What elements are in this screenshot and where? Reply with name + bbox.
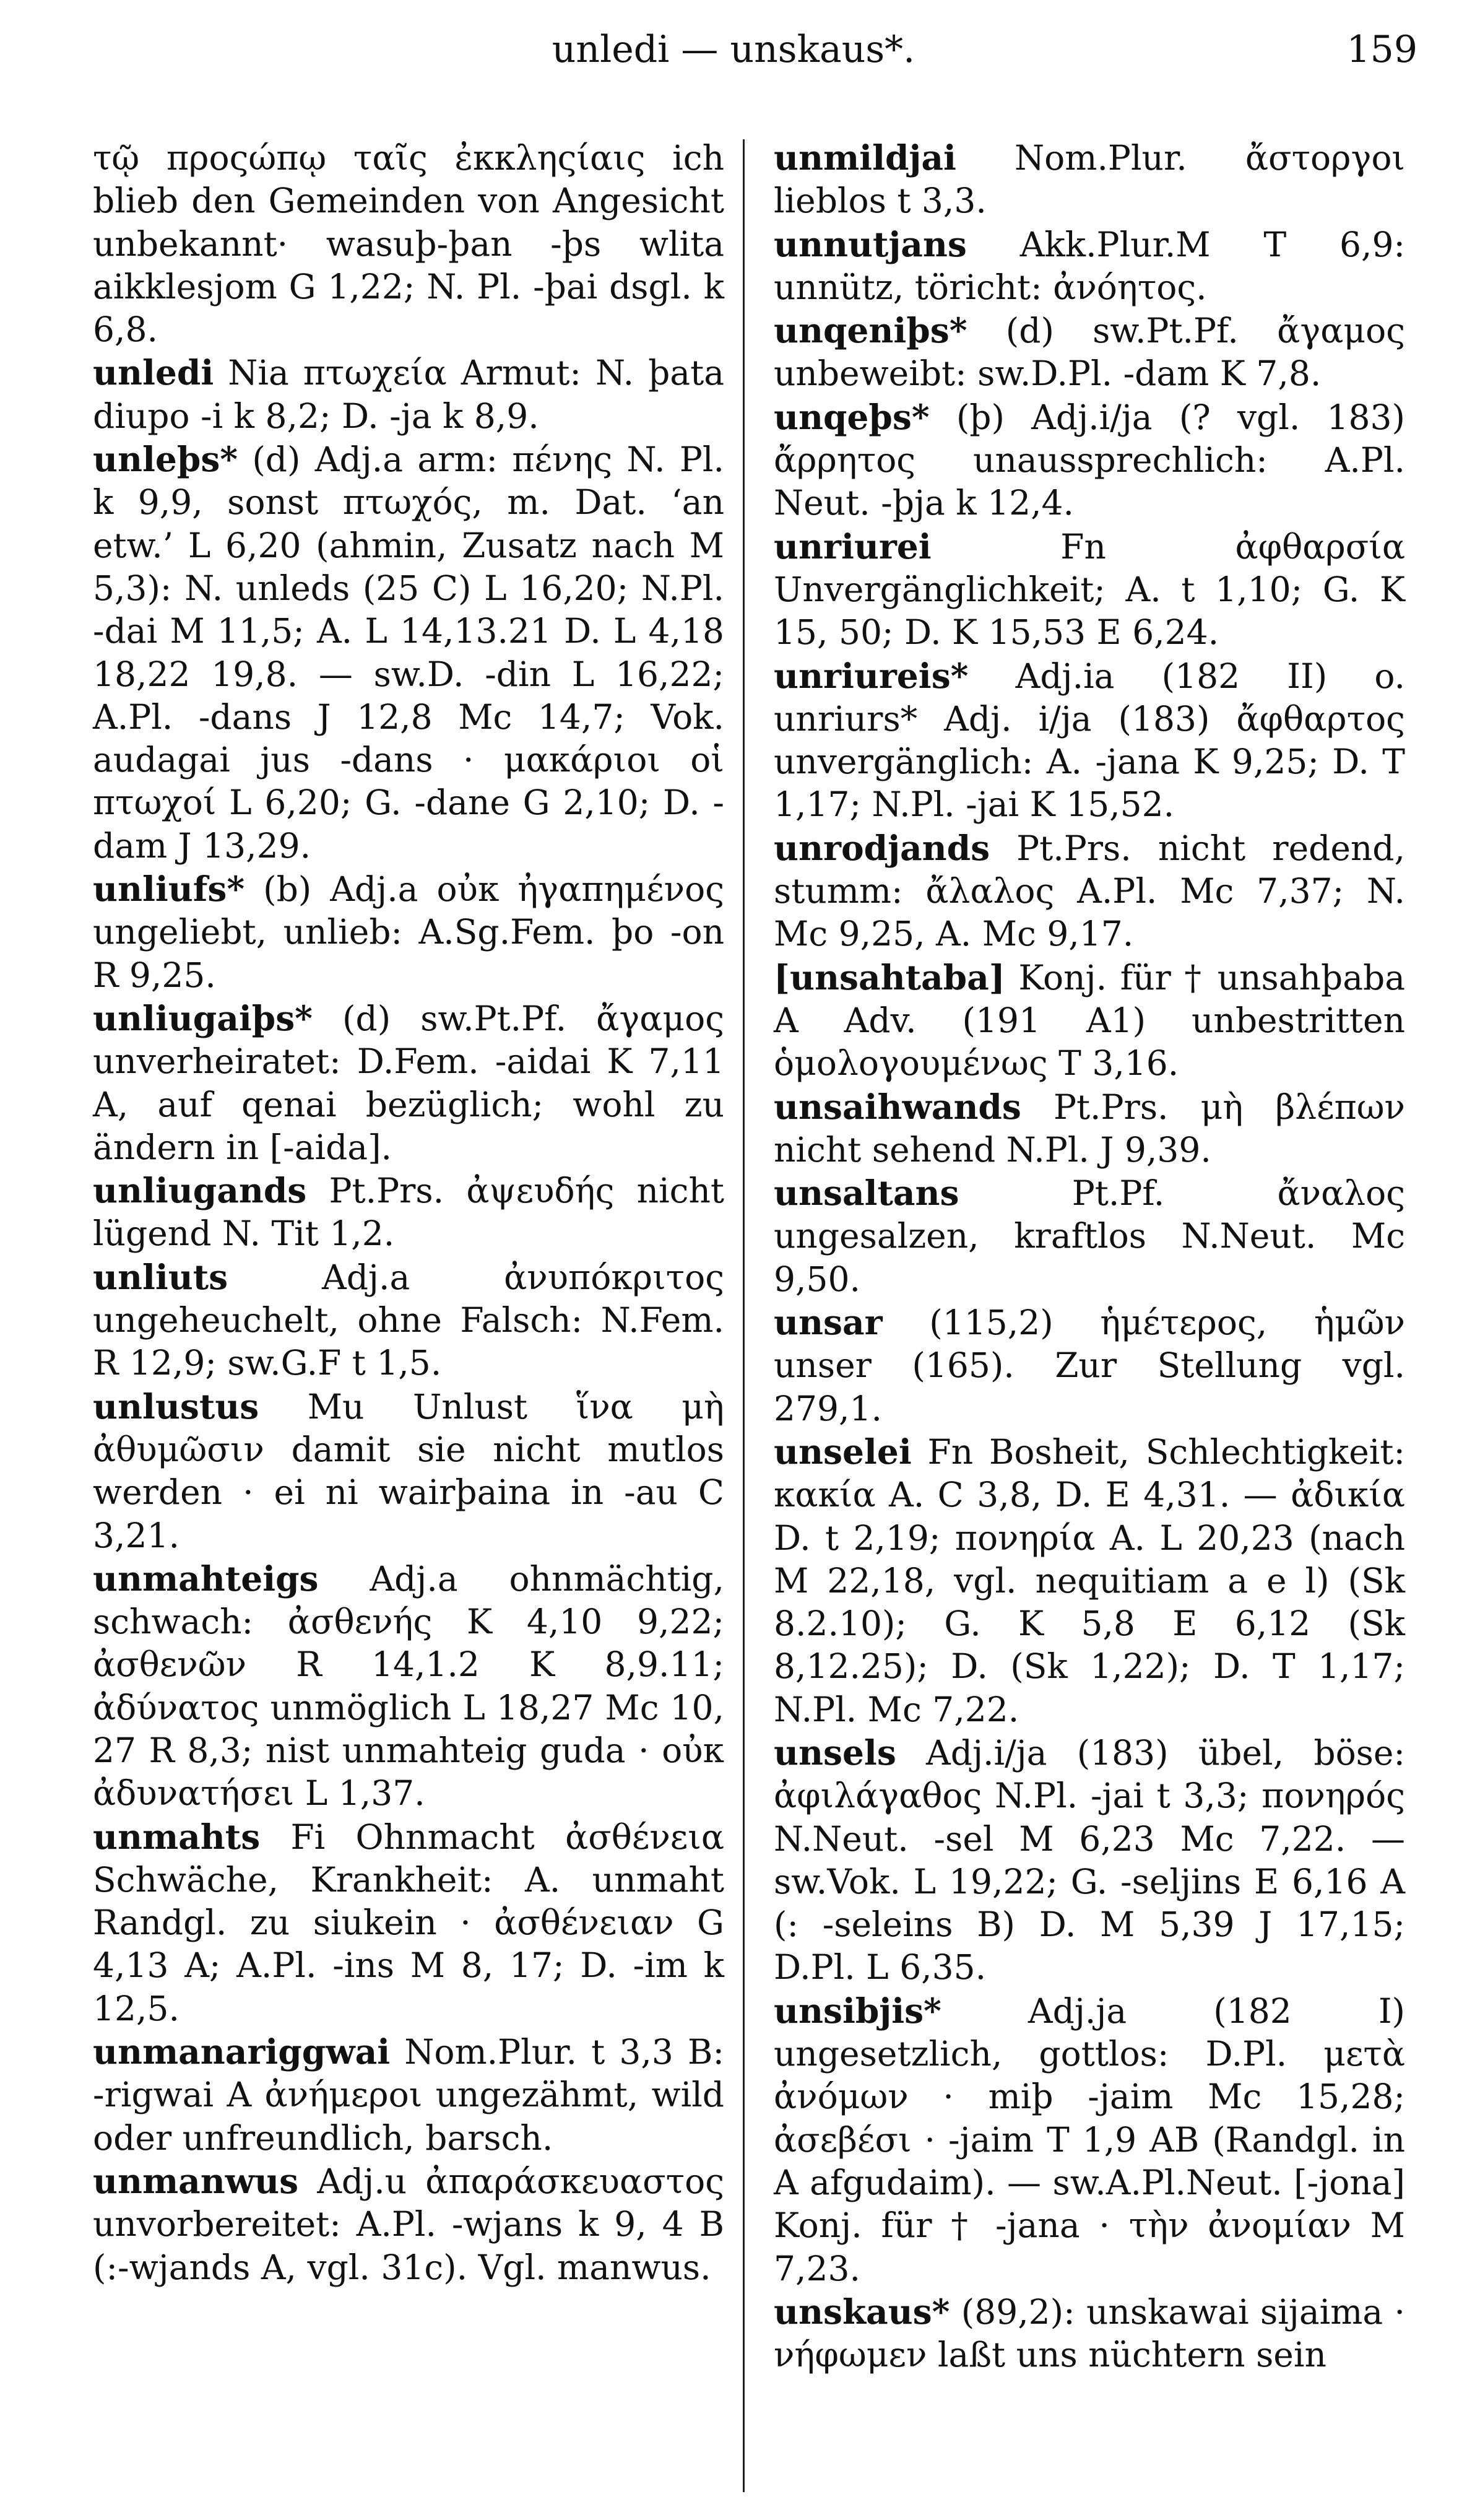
dictionary-entry <box>93 997 724 1169</box>
dictionary-entry <box>774 1989 1405 2290</box>
dictionary-entry <box>93 2030 724 2160</box>
entry-headword: unliuts <box>93 1256 228 1297</box>
right-column <box>774 136 1405 2376</box>
entry-headword: unriurei <box>774 526 932 567</box>
dictionary-entry <box>774 1731 1405 1989</box>
entry-definition: Pt.Prs. μὴ βλέπων nicht sehend N.Pl. J 9,39. <box>774 1087 1405 1170</box>
page-number: 159 <box>1346 28 1417 71</box>
dictionary-entry <box>774 1171 1405 1301</box>
dictionary-entry <box>774 1301 1405 1430</box>
entry-definition: Nia πτωχεία Armut: N. þata diupo -i k 8,2; D. -ja k 8,9. <box>93 353 724 436</box>
entry-definition: τῷ προςώπῳ ταῖς ἐκκληςίαις ich blieb den Gemeinden von Angesicht unbekannt· wasuþ-þan -þs wlita aikklesjom G 1,22; N. Pl. -þai dsgl. k 6,8. <box>93 138 724 350</box>
entry-headword: unqeþs* <box>774 396 930 437</box>
entry-definition: Pt.Prs. ἀψευδής nicht lügend N. Tit 1,2. <box>93 1171 724 1254</box>
entry-headword: unriureis* <box>774 655 969 696</box>
entry-headword: unliugands <box>93 1170 307 1211</box>
dictionary-entry <box>774 654 1405 827</box>
entry-definition: Adj.ja (182 I) ungesetzlich, gottlos: D.Pl. μετὰ ἀνόμων · miþ -jaim Mc 15,28; ἀσεβέσι · -jaim T 1,9 AB (Randgl. in A afgudaim). — sw.A.Pl.Neut. [-jona] Konj. für † -jana · τὴν ἀνομίαν M 7,23. <box>774 1991 1405 2288</box>
entry-definition: Adj.i/ja (183) übel, böse: ἀφιλάγαθος N.Pl. -jai t 3,3; πονηρός N.Neut. -sel M 6,23 Mc 7,22. — sw.Vok. L 19,22; G. -seljins E 6,16 A (: -seleins B) D. M 5,39 J 17,15; D.Pl. L 6,35. <box>774 1732 1405 1988</box>
entry-headword: unlustus <box>93 1386 259 1427</box>
dictionary-entry <box>774 396 1405 525</box>
entry-definition: Konj. für † unsahþaba A Adv. (191 A1) unbestritten ὁμολογουμένως T 3,16. <box>774 957 1405 1084</box>
entry-headword: unsels <box>774 1732 896 1773</box>
entry-headword: unleþs* <box>93 439 238 480</box>
entry-definition: Fi Ohnmacht ἀσθένεια Schwäche, Krankheit: A. unmaht Randgl. zu siukein · ἀσθένειαν G 4,13 A; A.Pl. -ins M 8, 17; D. -im k 12,5. <box>93 1817 724 2028</box>
dictionary-entry <box>93 1256 724 1385</box>
dictionary-entry <box>93 867 724 997</box>
entry-headword: unmanwus <box>93 2160 299 2201</box>
left-column <box>93 136 724 2289</box>
entry-headword: unledi <box>93 352 214 393</box>
dictionary-entry <box>774 956 1405 1085</box>
dictionary-entry <box>93 1385 724 1557</box>
entry-definition: Pt.Pf. ἄναλος ungesalzen, kraftlos N.Neut. Mc 9,50. <box>774 1173 1405 1299</box>
entry-definition: (þ) Adj.i/ja (? vgl. 183) ἄρρητος unaussprechlich: A.Pl. Neut. -þja k 12,4. <box>774 397 1405 523</box>
entry-definition: Adj.u ἀπαράσκευαστος unvorbereitet: A.Pl. -wjans k 9, 4 B (:-wjands A, vgl. 31c). Vgl. manwus. <box>93 2161 724 2287</box>
dictionary-entry <box>93 438 724 867</box>
page-header <box>0 28 1467 84</box>
entry-definition: Fn Bosheit, Schlechtigkeit: κακία A. C 3,8, D. E 4,31. — ἀδικία D. t 2,19; πονηρία A. L 20,23 (nach M 22,18, vgl. nequitiam a e l) (Sk 8.2.10); G. K 5,8 E 6,12 (Sk 8,12.25); D. (Sk 1,22); D. T 1,17; N.Pl. Mc 7,22. <box>774 1432 1405 1729</box>
dictionary-entry <box>93 136 724 351</box>
entry-definition: Adj.ia (182 II) o. unriurs* Adj. i/ja (183) ἄφθαρτος unvergänglich: A. -jana K 9,25; D. T 1,17; N.Pl. -jai K 15,52. <box>774 656 1405 825</box>
dictionary-entry <box>774 827 1405 956</box>
entry-definition: Adj.a ἀνυπόκριτος ungeheuchelt, ohne Falsch: N.Fem. R 12,9; sw.G.F t 1,5. <box>93 1257 724 1383</box>
column-divider <box>743 139 745 2492</box>
entry-definition: Akk.Plur.M T 6,9: unnütz, töricht: ἀνόητος. <box>774 224 1405 307</box>
entry-headword: unskaus* <box>774 2291 950 2332</box>
entry-headword: unnutjans <box>774 224 967 264</box>
entry-definition: Fn ἀφθαρσία Unvergänglichkeit; A. t 1,10; G. K 15, 50; D. K 15,53 E 6,24. <box>774 526 1405 653</box>
entry-definition: (d) sw.Pt.Pf. ἄγαμος unverheiratet: D.Fem. -aidai K 7,11 A, auf qenai bezüglich; wohl zu ändern in [-aida]. <box>93 998 724 1167</box>
dictionary-entry <box>774 136 1405 223</box>
dictionary-entry <box>774 309 1405 396</box>
entry-definition: Nom.Plur. ἄστοργοι lieblos t 3,3. <box>774 138 1405 221</box>
entry-headword: unliugaiþs* <box>93 997 313 1038</box>
dictionary-entry <box>93 1169 724 1256</box>
entry-definition: (115,2) ἡμέτερος, ἡμῶν unser (165). Zur Stellung vgl. 279,1. <box>774 1303 1405 1428</box>
entry-headword: [unsahtaba] <box>774 957 1005 997</box>
entry-headword: unmildjai <box>774 137 956 178</box>
dictionary-entry <box>774 1085 1405 1172</box>
dictionary-entry <box>774 2290 1405 2377</box>
entry-headword: unmahteigs <box>93 1558 319 1599</box>
running-title: unledi — unskaus*. <box>552 28 915 71</box>
dictionary-entry <box>93 1557 724 1815</box>
entry-headword: unmanariggwai <box>93 2031 391 2072</box>
dictionary-entry <box>93 2160 724 2289</box>
dictionary-entry <box>93 351 724 438</box>
entry-headword: unselei <box>774 1431 912 1472</box>
entry-definition: Mu Unlust ἵνα μὴ ἀθυμῶσιν damit sie nicht mutlos werden · ei ni wairþaina in -au C 3,21. <box>93 1386 724 1555</box>
dictionary-entry <box>774 1430 1405 1731</box>
entry-definition: (d) sw.Pt.Pf. ἄγαμος unbeweibt: sw.D.Pl. -dam K 7,8. <box>774 311 1405 394</box>
entry-definition: (b) Adj.a οὐκ ἠγαπημένος ungeliebt, unlieb: A.Sg.Fem. þo -on R 9,25. <box>93 869 724 995</box>
entry-definition: (d) Adj.a arm: πένης N. Pl. k 9,9, sonst πτωχός, m. Dat. ‘an etw.’ L 6,20 (ahmin, Zusatz nach M 5,3): N. unleds (25 C) L 16,20; N.Pl. -dai M 11,5; A. L 14,13.21 D. L 4,18 18,22 19,8. — sw.D. -din L 16,22; A.Pl. -dans J 12,8 Mc 14,7; Vok. audagai jus -dans · μακάριοι οἱ πτωχοί L 6,20; G. -dane G 2,10; D. -dam J 13,29. <box>93 440 724 866</box>
entry-headword: unmahts <box>93 1816 261 1857</box>
entry-headword: unsar <box>774 1302 883 1343</box>
entry-definition: Pt.Prs. nicht redend, stumm: ἄλαλος A.Pl. Mc 7,37; N. Mc 9,25, A. Mc 9,17. <box>774 828 1405 954</box>
dictionary-entry <box>774 223 1405 310</box>
dictionary-entry <box>774 525 1405 654</box>
entry-headword: unsaltans <box>774 1173 959 1214</box>
entry-headword: unliufs* <box>93 869 245 910</box>
entry-definition: (89,2): unskawai sijaima · νήφωμεν laßt uns nüchtern sein <box>774 2292 1405 2375</box>
entry-definition: Adj.a ohnmächtig, schwach: ἀσθενής K 4,10 9,22; ἀσθενῶν R 14,1.2 K 8,9.11; ἀδύνατος unmöglich L 18,27 Mc 10, 27 R 8,3; nist unmahteig guda · οὐκ ἀδυνατήσει L 1,37. <box>93 1558 724 1814</box>
entry-headword: unsibjis* <box>774 1990 941 2031</box>
entry-headword: unsaihwands <box>774 1086 1021 1127</box>
entry-headword: unqeniþs* <box>774 310 967 351</box>
entry-definition: Nom.Plur. t 3,3 B: -rigwai A ἀνήμεροι ungezähmt, wild oder unfreundlich, barsch. <box>93 2032 724 2158</box>
dictionary-entry <box>93 1815 724 2030</box>
entry-headword: unrodjands <box>774 827 990 868</box>
